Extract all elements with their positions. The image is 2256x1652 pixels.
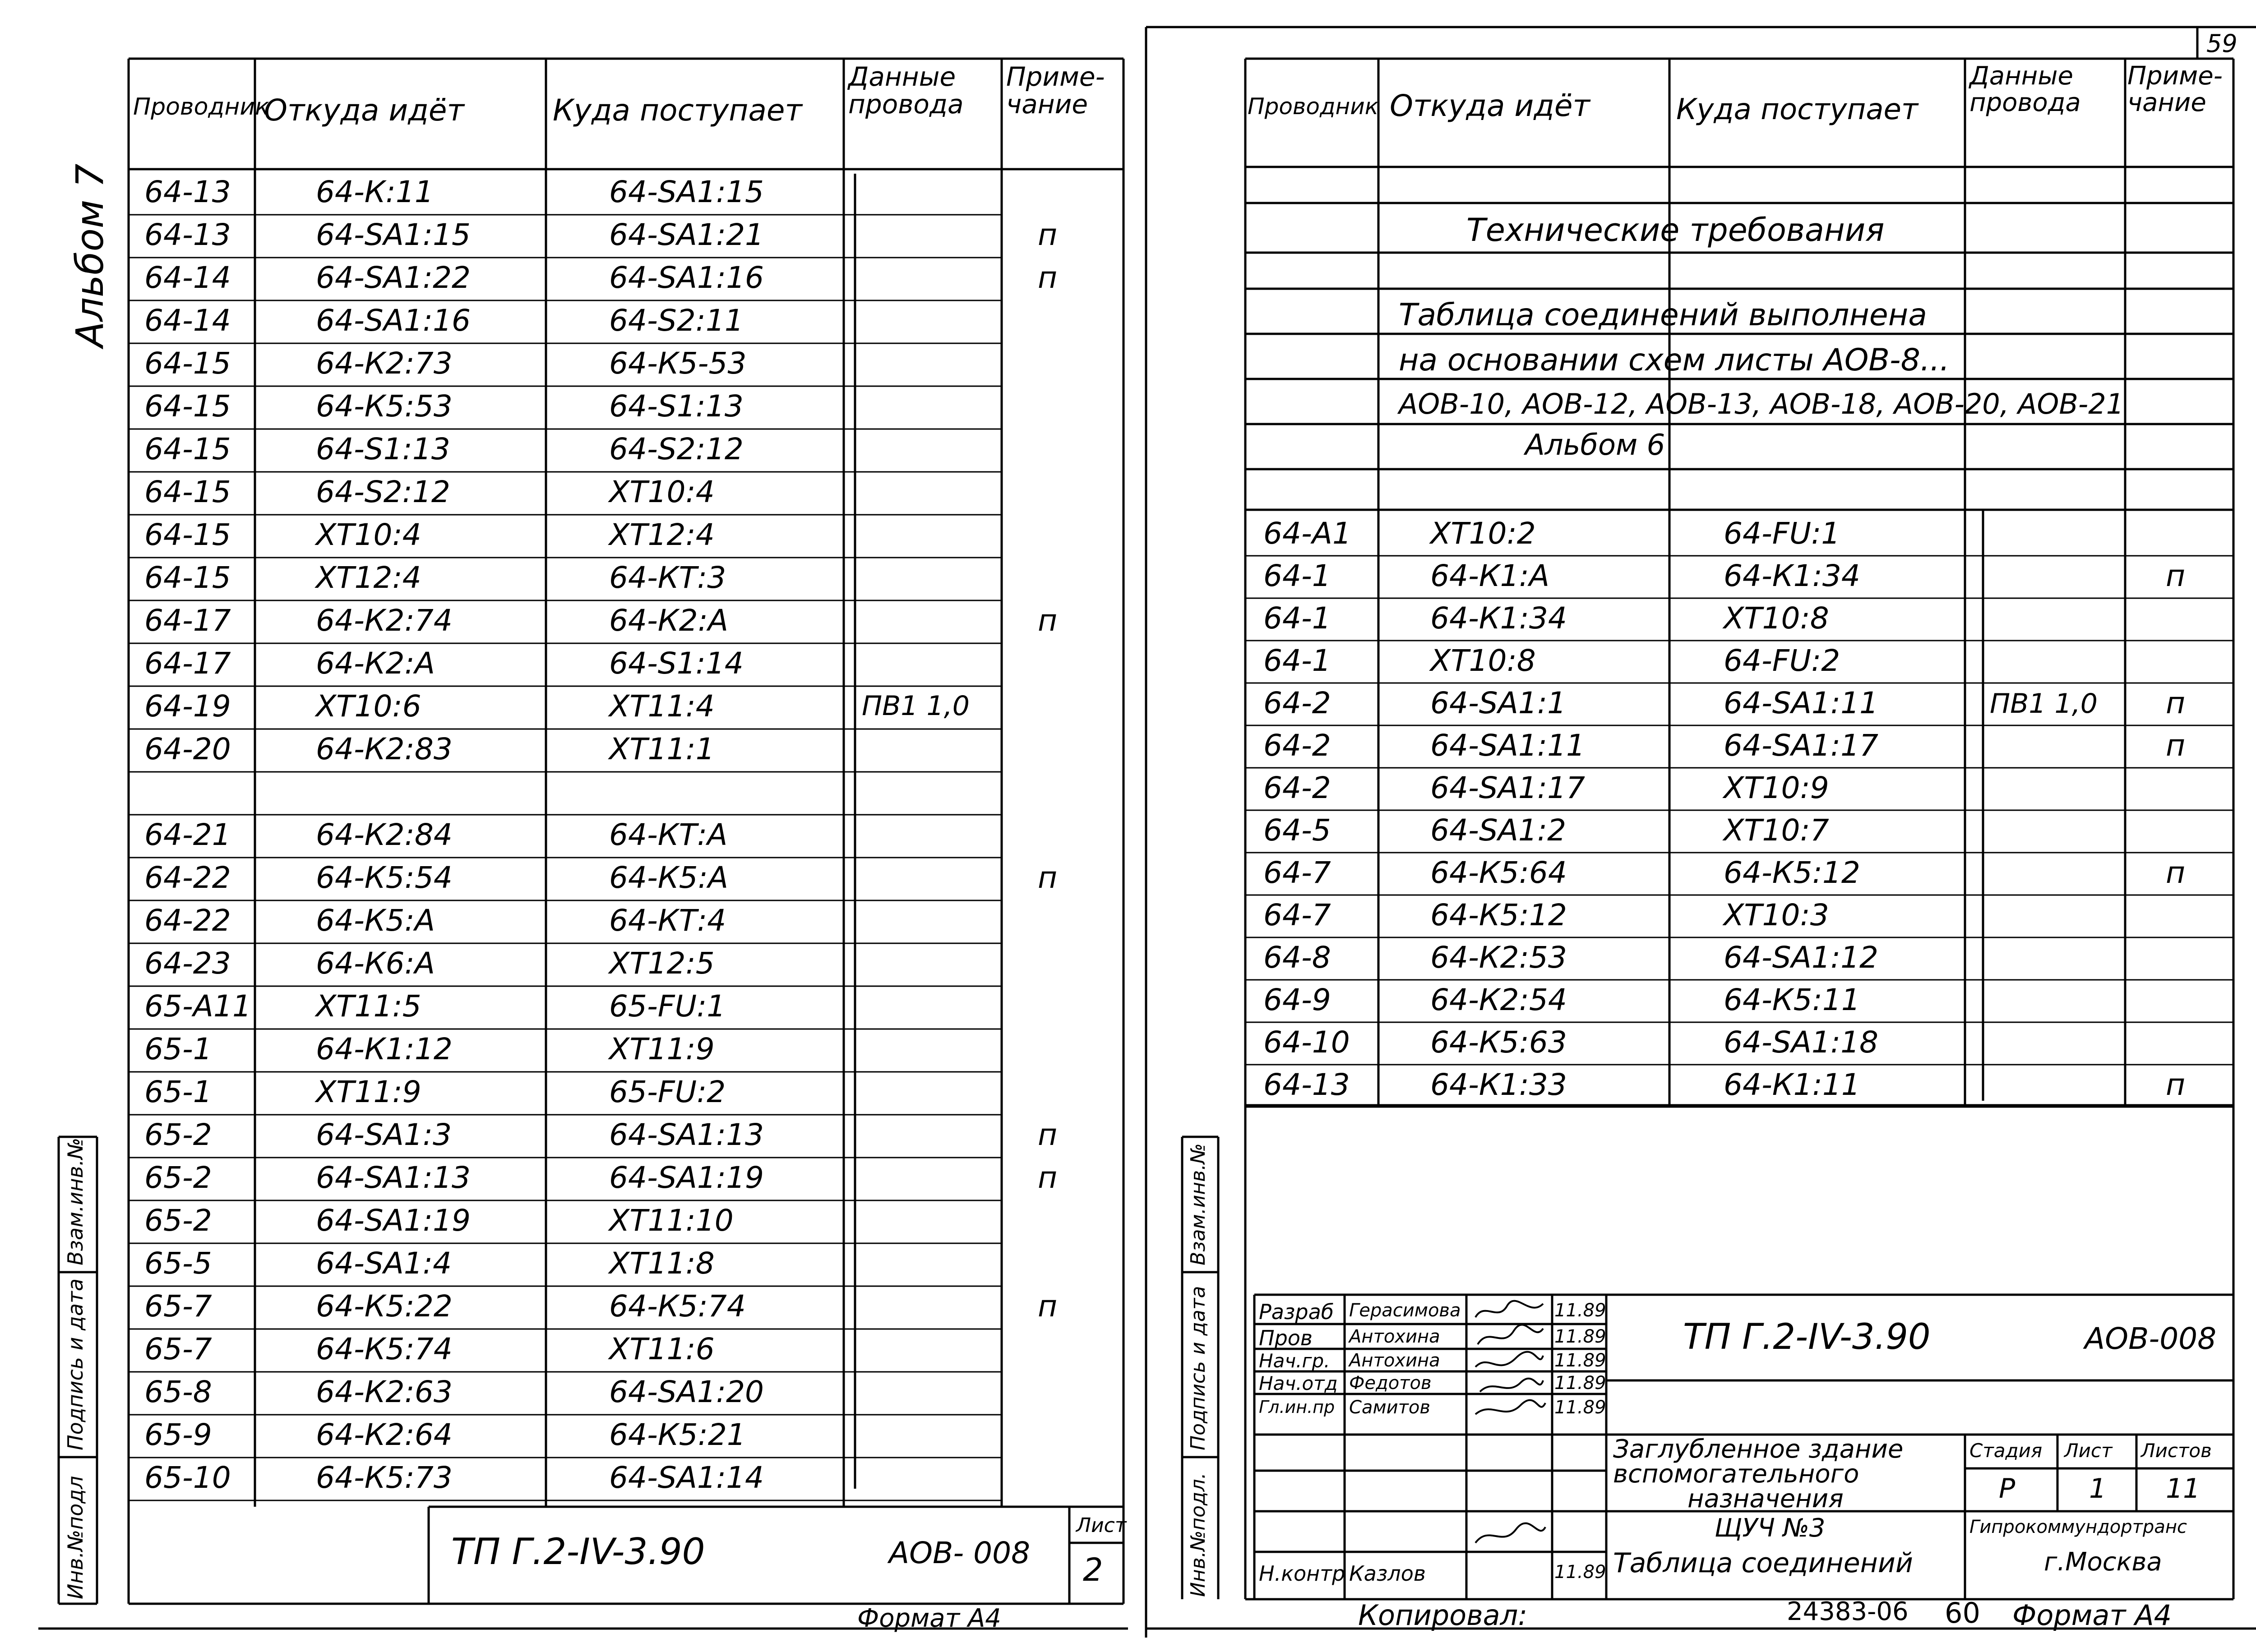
right-row-13-c: 64-10 — [1263, 1025, 1350, 1060]
left-row-21-f: 64-К1:12 — [316, 1032, 453, 1066]
left-row-5-f: 64-К2:73 — [316, 346, 453, 381]
left-row-24-f: 64-SA1:13 — [316, 1160, 471, 1195]
left-row-1-t: 64-SA1:15 — [609, 175, 764, 209]
right-wire-spec: ПВ1 1,0 — [1990, 688, 2098, 720]
right-row-9-t: 64-К5:12 — [1724, 855, 1860, 890]
left-row-29-t: 64-SA1:20 — [609, 1375, 764, 1409]
r-header-from: Откуда идёт — [1390, 88, 1590, 123]
right-row-7-t: ХТ10:9 — [1724, 771, 1829, 805]
left-row-13-f: ХТ10:6 — [316, 689, 421, 724]
left-row-27-f: 64-К5:22 — [316, 1289, 453, 1324]
right-row-8-t: ХТ10:7 — [1724, 813, 1829, 848]
left-row-20-t: 65-FU:1 — [609, 989, 726, 1024]
left-row-3-c: 64-14 — [144, 260, 231, 295]
right-row-4-c: 64-1 — [1263, 643, 1331, 678]
left-row-22-t: 65-FU:2 — [609, 1075, 726, 1109]
right-row-6-t: 64-SA1:17 — [1724, 728, 1879, 763]
right-row-8-c: 64-5 — [1263, 813, 1331, 848]
copied-label: Копировал: — [1358, 1599, 1528, 1632]
left-row-5-t: 64-К5-53 — [609, 346, 747, 381]
right-row-5-c: 64-2 — [1263, 686, 1331, 720]
left-row-6-t: 64-S1:13 — [609, 389, 744, 424]
right-row-3-c: 64-1 — [1263, 601, 1331, 636]
left-row-19-f: 64-К6:А — [316, 946, 435, 981]
right-title-code: ТП Г.2-IV-3.90 — [1683, 1317, 1931, 1357]
header-from: Откуда идёт — [264, 93, 464, 128]
right-row-9-c: 64-7 — [1263, 855, 1331, 890]
right-row-4-f: ХТ10:8 — [1430, 643, 1536, 678]
left-row-18-c: 64-22 — [144, 903, 231, 938]
doc-title: Таблица соединений — [1613, 1547, 1913, 1579]
stage-label: Стадия — [1969, 1440, 2043, 1462]
right-doc-code: АОВ-008 — [2085, 1321, 2217, 1356]
right-row-12-c: 64-9 — [1263, 983, 1331, 1017]
left-wire-spec: ПВ1 1,0 — [862, 690, 970, 722]
stamp-date-1: 11.89 — [1554, 1300, 1606, 1321]
left-row-17-f: 64-К5:54 — [316, 860, 453, 895]
left-row-11-t: 64-К2:А — [609, 603, 729, 638]
left-row-28-c: 65-7 — [144, 1332, 212, 1366]
left-row-21-c: 65-1 — [144, 1032, 212, 1066]
right-row-3-t: ХТ10:8 — [1724, 601, 1829, 636]
right-side-stamp-inv: Инв.№подл. — [1187, 1472, 1210, 1597]
left-side-stamp-replace: Взам.инв.№ — [63, 1137, 88, 1265]
left-row-26-t: ХТ11:8 — [609, 1246, 715, 1281]
left-row-20-f: ХТ11:5 — [316, 989, 421, 1024]
left-row-29-f: 64-К2:63 — [316, 1375, 453, 1409]
stamp-role-4: Нач.отд — [1259, 1372, 1338, 1394]
left-row-29-c: 65-8 — [144, 1375, 212, 1409]
right-row-14-n: п — [2166, 1067, 2186, 1102]
tech-title: Технические требования — [1466, 212, 1885, 249]
left-row-8-c: 64-15 — [144, 475, 231, 509]
tech-line-2: на основании схем листы АОВ-8... — [1399, 342, 1950, 378]
stamp-name-1: Герасимова — [1349, 1300, 1461, 1321]
left-row-21-t: ХТ11:9 — [609, 1032, 715, 1066]
left-row-2-f: 64-SA1:15 — [316, 217, 471, 252]
right-row-11-t: 64-SA1:12 — [1724, 940, 1879, 975]
sheets-label: Листов — [2141, 1440, 2212, 1462]
left-row-23-c: 65-2 — [144, 1117, 212, 1152]
right-row-13-f: 64-К5:63 — [1430, 1025, 1567, 1060]
left-row-13-t: ХТ11:4 — [609, 689, 715, 724]
left-row-8-t: ХТ10:4 — [609, 475, 715, 509]
left-row-6-c: 64-15 — [144, 389, 231, 424]
left-sheet-label: Лист — [1076, 1514, 1127, 1537]
left-row-12-t: 64-S1:14 — [609, 646, 744, 681]
left-row-24-n: п — [1038, 1160, 1058, 1195]
left-row-25-t: ХТ11:10 — [609, 1203, 734, 1238]
left-row-19-t: ХТ12:5 — [609, 946, 715, 981]
left-row-10-f: ХТ12:4 — [316, 560, 421, 595]
object-name-1: Заглубленное здание — [1613, 1435, 1904, 1464]
left-row-1-c: 64-13 — [144, 175, 231, 209]
left-row-17-n: п — [1038, 860, 1058, 895]
right-row-1-c: 64-А1 — [1263, 516, 1351, 551]
sheets-value: 11 — [2166, 1473, 2201, 1504]
stamp-control-role: Н.контр — [1259, 1561, 1345, 1586]
right-row-13-t: 64-SA1:18 — [1724, 1025, 1879, 1060]
left-row-20-c: 65-А11 — [144, 989, 251, 1024]
left-row-3-t: 64-SA1:16 — [609, 260, 764, 295]
left-format: Формат А4 — [857, 1604, 1001, 1633]
right-row-2-c: 64-1 — [1263, 558, 1331, 593]
left-row-27-c: 65-7 — [144, 1289, 212, 1324]
right-row-10-f: 64-К5:12 — [1430, 898, 1567, 932]
header-to: Куда поступает — [553, 93, 802, 128]
left-row-9-c: 64-15 — [144, 517, 231, 552]
r-header-note: Приме-чание — [2127, 61, 2223, 117]
stamp-date-3: 11.89 — [1554, 1350, 1606, 1371]
left-doc-code: АОВ- 008 — [889, 1536, 1031, 1570]
left-row-26-f: 64-SA1:4 — [316, 1246, 452, 1281]
left-row-4-c: 64-14 — [144, 303, 231, 338]
right-row-6-c: 64-2 — [1263, 728, 1331, 763]
right-side-stamp-replace: Взам.инв.№ — [1187, 1143, 1210, 1265]
left-row-11-n: п — [1038, 603, 1058, 638]
left-row-7-t: 64-S2:12 — [609, 432, 744, 466]
left-row-30-t: 64-К5:21 — [609, 1417, 746, 1452]
left-row-4-t: 64-S2:11 — [609, 303, 744, 338]
left-row-30-f: 64-К2:64 — [316, 1417, 453, 1452]
right-row-12-f: 64-К2:54 — [1430, 983, 1567, 1017]
left-row-14-c: 64-20 — [144, 732, 231, 766]
left-side-stamp-inv: Инв.№подл — [63, 1476, 88, 1599]
left-row-7-c: 64-15 — [144, 432, 231, 466]
left-row-28-t: ХТ11:6 — [609, 1332, 715, 1366]
left-side-stamp-signature: Подпись и дата — [63, 1278, 88, 1450]
left-row-7-f: 64-S1:13 — [316, 432, 450, 466]
right-row-2-n: п — [2166, 558, 2186, 593]
right-row-10-c: 64-7 — [1263, 898, 1331, 932]
object-name-2: вспомогательного — [1613, 1459, 1859, 1489]
right-row-11-f: 64-К2:53 — [1430, 940, 1567, 975]
stamp-role-5: Гл.ин.пр — [1259, 1397, 1335, 1417]
header-note: Приме-чание — [1006, 61, 1105, 120]
left-row-23-t: 64-SA1:13 — [609, 1117, 764, 1152]
left-row-18-t: 64-КТ:4 — [609, 903, 726, 938]
right-row-14-c: 64-13 — [1263, 1067, 1350, 1102]
left-row-2-n: п — [1038, 217, 1058, 252]
left-row-3-f: 64-SA1:22 — [316, 260, 471, 295]
left-row-27-t: 64-К5:74 — [609, 1289, 746, 1324]
left-row-2-c: 64-13 — [144, 217, 231, 252]
right-row-5-f: 64-SA1:1 — [1430, 686, 1567, 720]
left-row-16-c: 64-21 — [144, 817, 231, 852]
right-row-3-f: 64-К1:34 — [1430, 601, 1567, 636]
left-row-16-t: 64-КТ:А — [609, 817, 728, 852]
left-row-22-f: ХТ11:9 — [316, 1075, 421, 1109]
left-row-17-c: 64-22 — [144, 860, 231, 895]
left-row-10-c: 64-15 — [144, 560, 231, 595]
org-name: Гипрокоммундортранс — [1969, 1517, 2187, 1537]
left-row-24-c: 65-2 — [144, 1160, 212, 1195]
tech-line-3: АОВ-10, АОВ-12, АОВ-13, АОВ-18, АОВ-20, АОВ-21 — [1399, 388, 2124, 420]
left-row-8-f: 64-S2:12 — [316, 475, 450, 509]
left-row-2-t: 64-SA1:21 — [609, 217, 764, 252]
stamp-control-date: 11.89 — [1554, 1562, 1606, 1583]
right-row-12-t: 64-К5:11 — [1724, 983, 1860, 1017]
right-row-8-f: 64-SA1:2 — [1430, 813, 1567, 848]
left-row-18-f: 64-К5:А — [316, 903, 435, 938]
right-row-7-f: 64-SA1:17 — [1430, 771, 1586, 805]
right-row-6-f: 64-SA1:11 — [1430, 728, 1586, 763]
board-name: ЩУЧ №3 — [1715, 1514, 1826, 1543]
object-name-3: назначения — [1687, 1484, 1844, 1514]
org-city: г.Москва — [2044, 1547, 2162, 1577]
left-row-9-t: ХТ12:4 — [609, 517, 715, 552]
right-side-stamp-signature: Подпись и дата — [1187, 1286, 1210, 1450]
stamp-role-1: Разраб — [1259, 1300, 1334, 1324]
stamp-date-2: 11.89 — [1554, 1326, 1606, 1347]
stage-value: Р — [1999, 1473, 2016, 1504]
right-row-9-f: 64-К5:64 — [1430, 855, 1567, 890]
left-row-9-f: ХТ10:4 — [316, 517, 421, 552]
header-wire-data: Данные провода — [848, 61, 964, 120]
left-row-24-t: 64-SA1:19 — [609, 1160, 764, 1195]
right-row-6-n: п — [2166, 728, 2186, 763]
left-row-17-t: 64-К5:А — [609, 860, 729, 895]
left-row-23-f: 64-SA1:3 — [316, 1117, 452, 1152]
stamp-date-5: 11.89 — [1554, 1397, 1606, 1418]
stamp-name-3: Антохина — [1349, 1350, 1440, 1371]
right-row-14-f: 64-К1:33 — [1430, 1067, 1567, 1102]
right-row-10-t: ХТ10:3 — [1724, 898, 1829, 932]
left-row-16-f: 64-К2:84 — [316, 817, 453, 852]
stamp-date-4: 11.89 — [1554, 1373, 1606, 1394]
stamp-role-2: Пров — [1259, 1326, 1313, 1350]
left-row-19-c: 64-23 — [144, 946, 231, 981]
left-row-23-n: п — [1038, 1117, 1058, 1152]
left-row-31-t: 64-SA1:14 — [609, 1460, 764, 1495]
right-row-1-t: 64-FU:1 — [1724, 516, 1840, 551]
left-row-31-f: 64-К5:73 — [316, 1460, 453, 1495]
right-row-2-t: 64-К1:34 — [1724, 558, 1860, 593]
inventory-number: 24383-06 — [1787, 1597, 1909, 1626]
left-row-12-f: 64-К2:А — [316, 646, 435, 681]
right-row-1-f: ХТ10:2 — [1430, 516, 1536, 551]
header-conductor: Проводник — [133, 93, 269, 120]
right-row-9-n: п — [2166, 855, 2186, 890]
stamp-role-3: Нач.гр. — [1259, 1350, 1330, 1372]
right-row-11-c: 64-8 — [1263, 940, 1331, 975]
right-row-2-f: 64-К1:А — [1430, 558, 1550, 593]
sheet-value: 1 — [2089, 1473, 2107, 1504]
left-row-1-f: 64-К:11 — [316, 175, 434, 209]
stamp-control-name: Казлов — [1349, 1561, 1426, 1586]
page-number: 59 — [2206, 29, 2238, 58]
right-row-5-t: 64-SA1:11 — [1724, 686, 1879, 720]
left-row-6-f: 64-К5:53 — [316, 389, 453, 424]
page-small: 60 — [1945, 1597, 1980, 1629]
stamp-name-5: Самитов — [1349, 1397, 1430, 1418]
left-row-4-f: 64-SA1:16 — [316, 303, 471, 338]
left-row-25-f: 64-SA1:19 — [316, 1203, 471, 1238]
right-format: Формат А4 — [2012, 1599, 2172, 1632]
left-row-14-f: 64-К2:83 — [316, 732, 453, 766]
left-row-14-t: ХТ11:1 — [609, 732, 715, 766]
left-row-5-c: 64-15 — [144, 346, 231, 381]
signature-marks — [1471, 1299, 1548, 1430]
right-row-5-n: п — [2166, 686, 2186, 720]
left-row-27-n: п — [1038, 1289, 1058, 1324]
album-label: Альбом 7 — [68, 163, 112, 347]
r-header-to: Куда поступает — [1676, 93, 1919, 126]
tech-line-1: Таблица соединений выполнена — [1399, 297, 1927, 333]
stamp-name-4: Федотов — [1349, 1373, 1432, 1394]
right-row-7-c: 64-2 — [1263, 771, 1331, 805]
right-row-14-t: 64-К1:11 — [1724, 1067, 1860, 1102]
r-header-conductor: Проводник — [1248, 93, 1378, 120]
left-title-code: ТП Г.2-IV-3.90 — [451, 1531, 705, 1573]
left-row-12-c: 64-17 — [144, 646, 231, 681]
left-row-3-n: п — [1038, 260, 1058, 295]
control-signature-mark — [1471, 1520, 1548, 1552]
left-row-26-c: 65-5 — [144, 1246, 212, 1281]
stamp-name-2: Антохина — [1349, 1326, 1440, 1347]
left-row-25-c: 65-2 — [144, 1203, 212, 1238]
left-row-30-c: 65-9 — [144, 1417, 212, 1452]
tech-line-4: Альбом 6 — [1525, 429, 1665, 462]
left-row-13-c: 64-19 — [144, 689, 231, 724]
right-row-4-t: 64-FU:2 — [1724, 643, 1840, 678]
left-row-10-t: 64-КТ:3 — [609, 560, 726, 595]
r-header-wire-data: Данные провода — [1969, 61, 2081, 117]
sheet-label: Лист — [2064, 1440, 2113, 1462]
left-row-11-c: 64-17 — [144, 603, 231, 638]
left-row-11-f: 64-К2:74 — [316, 603, 453, 638]
left-sheet-number: 2 — [1083, 1551, 1103, 1588]
left-row-31-c: 65-10 — [144, 1460, 231, 1495]
left-row-28-f: 64-К5:74 — [316, 1332, 453, 1366]
left-row-22-c: 65-1 — [144, 1075, 212, 1109]
